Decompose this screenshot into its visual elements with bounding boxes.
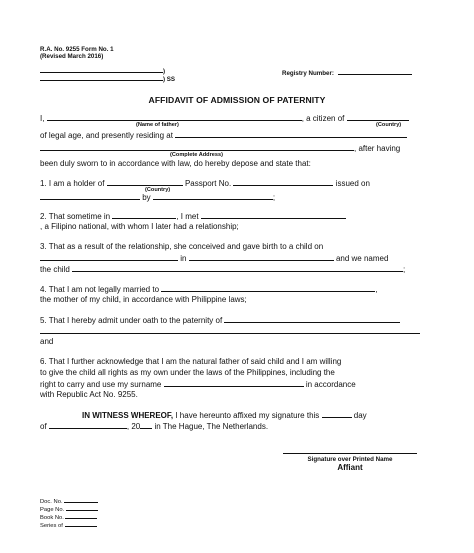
paragraph-4-line-1: 4. That I am not legally married to ,: [40, 285, 378, 294]
citizenship-blank[interactable]: [347, 113, 409, 121]
intro-line-2: of legal age, and presently residing at: [40, 130, 407, 140]
paragraph-1-line-1: 1. I am a holder of Passport No. issued on: [40, 179, 370, 188]
complete-address-caption: (Complete Address): [170, 152, 223, 158]
paragraph-2-line-1: 2. That sometime in , I met: [40, 211, 346, 221]
signature-caption: Signature over Printed Name: [307, 456, 393, 463]
passport-country-blank[interactable]: [107, 178, 183, 186]
paragraph-6-line-2: to give the child all rights as my own under the laws of the Philippines, including the: [40, 368, 335, 377]
doc-no-blank[interactable]: [64, 497, 98, 503]
intro-line-3: , after having: [40, 143, 400, 153]
registry-label: Registry Number:: [282, 70, 334, 77]
country-caption-1: (Country): [376, 122, 402, 128]
paragraph-1-line-2: by ;: [40, 192, 275, 202]
witness-line-1: IN WITNESS WHEREOF, I have hereunto affixed my signature this day: [82, 411, 367, 420]
address-blank-1[interactable]: [175, 130, 407, 138]
paragraph-5-line-2: [40, 326, 420, 336]
witness-whereof: IN WITNESS WHEREOF,: [82, 411, 174, 420]
doc-no: Doc. No.: [40, 497, 98, 505]
mother-name-blank[interactable]: [201, 211, 346, 219]
paragraph-5-line-3: and: [40, 337, 54, 346]
surname-blank[interactable]: [164, 379, 304, 387]
registry-number: [282, 62, 412, 80]
child-birth-place-blank[interactable]: [189, 253, 334, 261]
signature-line[interactable]: [283, 453, 417, 454]
page-no-blank[interactable]: [66, 505, 98, 511]
page-no: Page No.: [40, 505, 98, 513]
book-no-blank[interactable]: [65, 513, 97, 519]
meeting-date-blank[interactable]: [112, 211, 176, 219]
address-blank-2[interactable]: [40, 143, 354, 151]
country-caption-2: (Country): [145, 187, 171, 193]
issuing-authority-blank[interactable]: [153, 192, 273, 200]
venue-line-2: ) SS: [40, 68, 175, 86]
document-title: AFFIDAVIT OF ADMISSION OF PATERNITY: [148, 95, 326, 105]
passport-number-blank[interactable]: [233, 178, 333, 186]
intro-line-4: been duly sworn to in accordance with law, do hereby depose and state that:: [40, 159, 311, 168]
father-name-blank[interactable]: [47, 113, 302, 121]
paternity-child-blank-2[interactable]: [40, 326, 420, 334]
paragraph-6-line-3: right to carry and use my surname in accordance: [40, 380, 356, 389]
book-no: Book No.: [40, 513, 97, 521]
registry-number-blank[interactable]: [338, 67, 412, 75]
paragraph-6-line-4: with Republic Act No. 9255.: [40, 390, 138, 399]
venue-blank-2[interactable]: [40, 73, 163, 81]
series-of-blank[interactable]: [65, 521, 97, 527]
series-of: Series of: [40, 521, 97, 529]
signing-year-blank[interactable]: [140, 421, 152, 429]
child-birth-date-blank[interactable]: [40, 253, 178, 261]
revision-date: (Revised March 2016): [40, 53, 104, 60]
form-number: R.A. No. 9255 Form No. 1: [40, 46, 114, 53]
paragraph-5-line-1: 5. That I hereby admit under oath to the paternity of: [40, 315, 400, 325]
child-name-blank[interactable]: [72, 264, 403, 272]
name-of-father-caption: (Name of father): [136, 122, 179, 128]
paragraph-3-line-2: in and we named: [40, 253, 388, 263]
affiant-label: Affiant: [337, 463, 363, 472]
paragraph-6-line-1: 6. That I further acknowledge that I am the natural father of said child and I am willing: [40, 357, 342, 366]
paternity-child-blank[interactable]: [224, 315, 400, 323]
not-married-to-blank[interactable]: [161, 284, 375, 292]
witness-line-2: of , 20 in The Hague, The Netherlands.: [40, 422, 269, 431]
paragraph-2-line-2: , a Filipino national, with whom I later had a relationship;: [40, 222, 239, 231]
issue-date-blank[interactable]: [40, 192, 140, 200]
signing-month-blank[interactable]: [49, 421, 127, 429]
venue-line-1: ): [40, 60, 165, 78]
paragraph-3-line-3: the child ;: [40, 265, 406, 274]
paragraph-4-line-2: the mother of my child, in accordance with Philippine laws;: [40, 295, 247, 304]
signing-day-blank[interactable]: [322, 410, 352, 418]
paragraph-3-line-1: 3. That as a result of the relationship, she conceived and gave birth to a child on: [40, 242, 324, 251]
intro-line-1: I, , a citizen of: [40, 113, 409, 123]
